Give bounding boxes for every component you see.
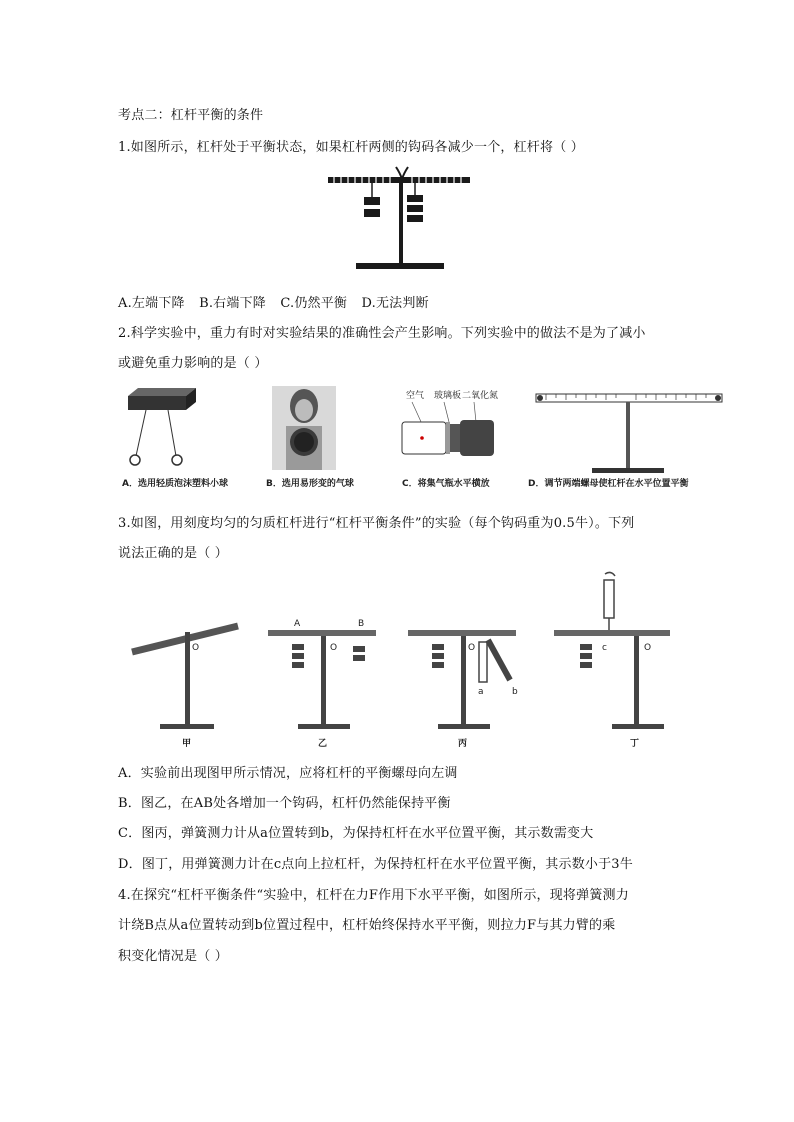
q2-fig-d (536, 394, 722, 473)
q2-caption-d: D．调节两端螺母使杠杆在水平位置平衡 (528, 479, 689, 489)
q1-option-c: C.仍然平衡 (280, 296, 348, 311)
q3-stem-line1: 3.如图，用刻度均匀的匀质杠杆进行“杠杆平衡条件”的实验（每个钩码重为0.5牛）。下列 (118, 516, 635, 531)
q3-yi-o: O (330, 643, 338, 653)
q3-option-b: B．图乙，在AB处各增加一个钩码，杠杆仍然能保持平衡 (118, 796, 451, 811)
q3-ding-o: O (644, 643, 652, 653)
q4-line2: 计绕B点从a位置转动到b位置过程中，杠杆始终保持水平平衡，则拉力F与其力臂的乘 (118, 918, 616, 933)
q2-caption-a: A．选用轻质泡沫塑料小球 (122, 479, 228, 489)
q3-option-a: A．实验前出现图甲所示情况，应将杠杆的平衡螺母向左调 (118, 766, 458, 781)
q3-fig-yi (268, 619, 376, 729)
q3-ding-c: c (602, 643, 607, 653)
q1-stem: 1.如图所示，杠杆处于平衡状态，如果杠杆两侧的钩码各减少一个，杠杆将（ ） (118, 140, 584, 155)
q3-bing-o: O (468, 643, 476, 653)
q3-figures (118, 570, 686, 750)
q2-fig-c (402, 389, 498, 456)
q2-c-label-air: 空气 (406, 391, 425, 401)
q2-caption-c: C．将集气瓶水平横放 (402, 479, 490, 489)
q2-c-label-no2: 二氧化氮 (462, 391, 499, 401)
q3-fig-jia (132, 626, 238, 729)
q4-line3: 积变化情况是（ ） (118, 949, 228, 964)
q1-option-d: D.无法判断 (361, 296, 429, 311)
q2-caption-b: B．选用易形变的气球 (266, 479, 354, 489)
q3-yi-a: A (294, 619, 301, 629)
q3-stem-line2: 说法正确的是（ ） (118, 546, 228, 561)
q3-bing-a: a (478, 687, 484, 697)
q2-fig-a (128, 388, 196, 465)
q3-label-yi: 乙 (318, 739, 328, 749)
q3-label-ding: 丁 (630, 739, 640, 749)
q2-fig-b (272, 386, 336, 470)
q1-options (118, 292, 439, 311)
q1-option-a: A.左端下降 (118, 296, 185, 311)
q2-c-label-glass: 玻璃板 (434, 391, 462, 401)
q3-fig-ding (554, 572, 670, 729)
q3-label-bing: 丙 (458, 739, 468, 749)
q3-fig-bing (408, 630, 518, 729)
q3-option-d: D．图丁，用弹簧测力计在c点向上拉杠杆，为保持杠杆在水平位置平衡，其示数小于3牛 (118, 857, 633, 872)
q1-option-b: B.右端下降 (199, 296, 266, 311)
q2-stem-line2: 或避免重力影响的是（ ） (118, 356, 268, 371)
q2-stem-line1: 2.科学实验中，重力有时对实验结果的准确性会产生影响。下列实验中的做法不是为了减小 (118, 326, 646, 341)
q3-yi-b: B (358, 619, 365, 629)
q3-bing-b: b (512, 687, 518, 697)
q3-jia-o: O (192, 643, 200, 653)
q3-label-jia: 甲 (182, 739, 192, 749)
q4-line1: 4.在探究“杠杆平衡条件“实验中，杠杆在力F作用下水平平衡，如图所示，现将弹簧测力 (118, 888, 629, 903)
section-title: 考点二：杠杆平衡的条件 (118, 108, 264, 123)
q2-figures (116, 384, 728, 496)
q1-lever-figure (326, 163, 472, 275)
q3-option-c: C．图丙，弹簧测力计从a位置转到b，为保持杠杆在水平位置平衡，其示数需变大 (118, 826, 594, 841)
